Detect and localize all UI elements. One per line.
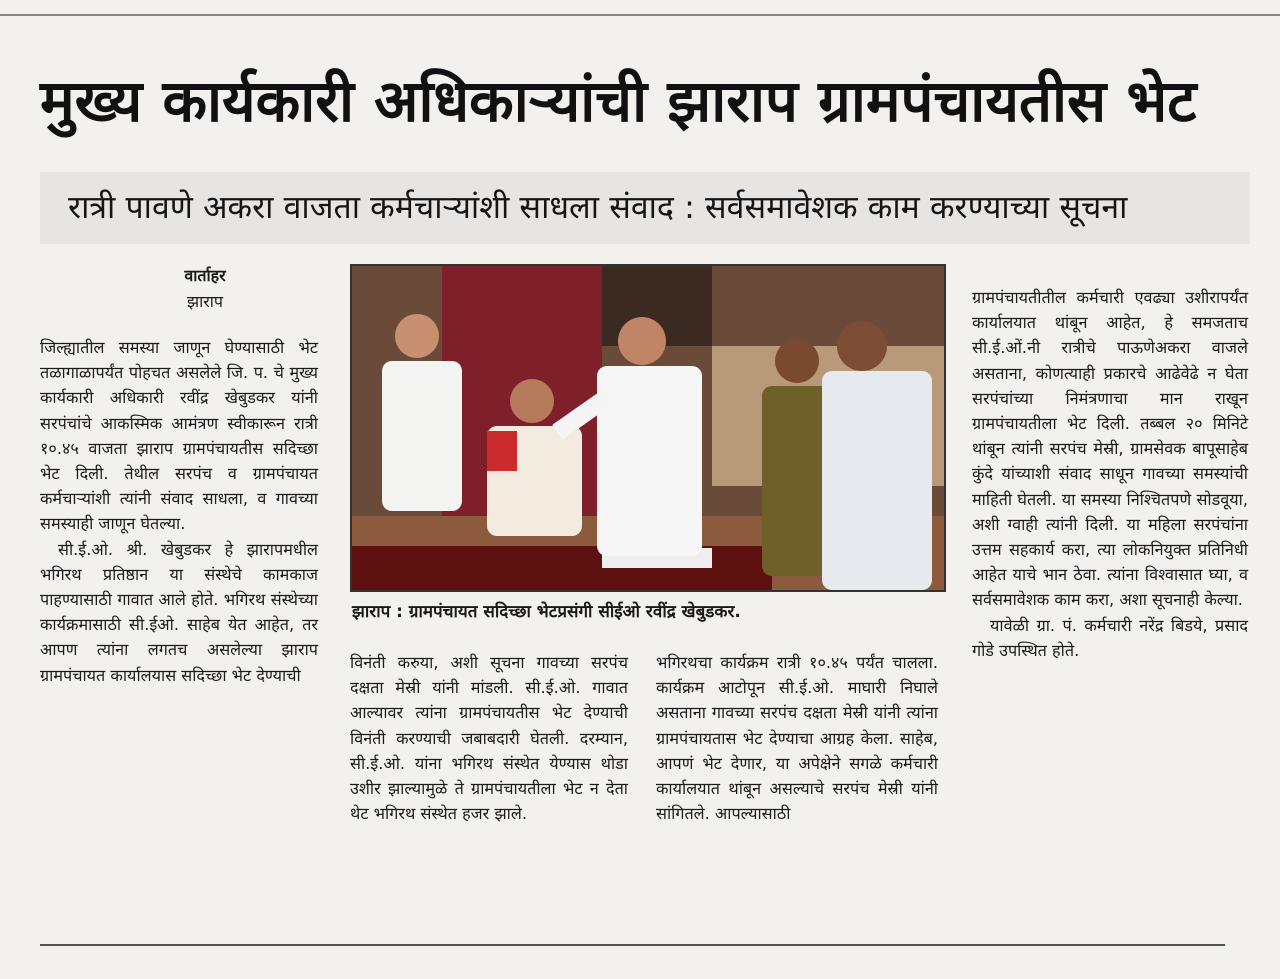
byline: वार्ताहर [184,266,226,285]
headline: मुख्य कार्यकारी अधिकाऱ्यांची झाराप ग्रामपंचायतीस भेट [40,67,1197,135]
article-column-3 [656,650,938,826]
article-column-1 [40,335,318,688]
paragraph: विनंती करुया, अशी सूचना गावच्या सरपंच दक्षता मेस्री यांनी मांडली. सी.ई.ओ. गावात आल्यावर त्यांना ग्रामपंचायतीस भेट देण्याची विनंती करण्याची जबाबदारी घेतली. दरम्यान, सी.ई.ओ. यांना भगिरथ संस्थेत येण्यास थोडा उशीर झाल्यामुळे ते ग्रामपंचायतीला भेट न देता थेट भगिरथ संस्थेत हजर झाले. [350,653,628,824]
paragraph: यावेळी ग्रा. पं. कर्मचारी नरेंद्र बिडये, प्रसाद गोडे उपस्थित होते. [972,615,1248,660]
news-photo [350,264,946,592]
top-rule [0,14,1280,16]
paragraph: जिल्ह्यातील समस्या जाणून घेण्यासाठी भेट तळागाळापर्यंत पोहचत असलेले जि. प. चे मुख्य कार्यकारी अधिकारी रवींद्र खेबुडकर यांनी सरपंचांचे आकस्मिक आमंत्रण स्वीकारून रात्री १०.४५ वाजता झाराप ग्रामपंचायतीस सदिच्छा भेट दिली. तेथील सरपंच व ग्रामपंचायत कर्मचाऱ्यांशी त्यांनी संवाद साधला, व गावच्या समस्याही जाणून घेतल्या. [40,338,318,534]
paragraph: भगिरथचा कार्यक्रम रात्री १०.४५ पर्यंत चालला. कार्यक्रम आटोपून सी.ई.ओ. माघारी निघाले असताना गावच्या सरपंच दक्षता मेस्री यांनी त्यांना ग्रामपंचायतास भेट देण्याचा आग्रह केला. साहेब, आपणं भेट देणार, या अपेक्षेने सगळे कर्मचारी कार्यालयात थांबून असल्याचे सरपंच मेस्री यांनी सांगितले. आपल्यासाठी [656,653,938,824]
paragraph: ग्रामपंचायतीतील कर्मचारी एवढ्या उशीरापर्यंत कार्यालयात थांबून आहेत, हे समजताच सी.ई.ओं.नी रात्रीचे पाऊणेअकरा वाजले असताना, कोणत्याही प्रकारचे आढेवेढे न घेता सरपंचांच्या निमंत्रणाचा मान राखून ग्रामपंचायतीला भेट दिली. तब्बल २० मिनिटे थांबून त्यांनी सरपंच मेस्री, ग्रामसेवक बापूसाहेब कुंदे यांच्याशी संवाद साधून गावच्या समस्यांची माहिती घेतली. या समस्या निश्चितपणे सोडवूया, अशी ग्वाही त्यांनी दिली. या महिला सरपंचांना उत्तम सहकार्य करा, त्या लोकनियुक्त प्रतिनिधी आहेत याचे भान ठेवा. त्यांना विश्वासात घ्या, व सर्वसमावेशक काम करा, अशा सूचनाही केल्या. [972,288,1248,610]
dateline-place: झाराप [186,292,224,311]
article-column-4 [972,285,1248,663]
photo-illustration [352,266,944,590]
photo-caption: झाराप : ग्रामपंचायत सदिच्छा भेटप्रसंगी सीईओ रवींद्र खेबुडकर. [352,602,741,622]
subheadline: रात्री पावणे अकरा वाजता कर्मचाऱ्यांशी साधला संवाद : सर्वसमावेशक काम करण्याच्या सूचना [68,188,1128,226]
paragraph: सी.ई.ओ. श्री. खेबुडकर हे झारापमधील भगिरथ प्रतिष्ठान या संस्थेचे कामकाज पाहण्यासाठी गावात आले होते. भगिरथ संस्थेच्या कार्यक्रमासाठी सी.ईओ. साहेब येत आहेत, तर आपण त्यांना लगतच असलेल्या झाराप ग्रामपंचायत कार्यालयास सदिच्छा भेट देण्याची [40,539,318,685]
bottom-rule [40,944,1225,946]
article-column-2 [350,650,628,826]
